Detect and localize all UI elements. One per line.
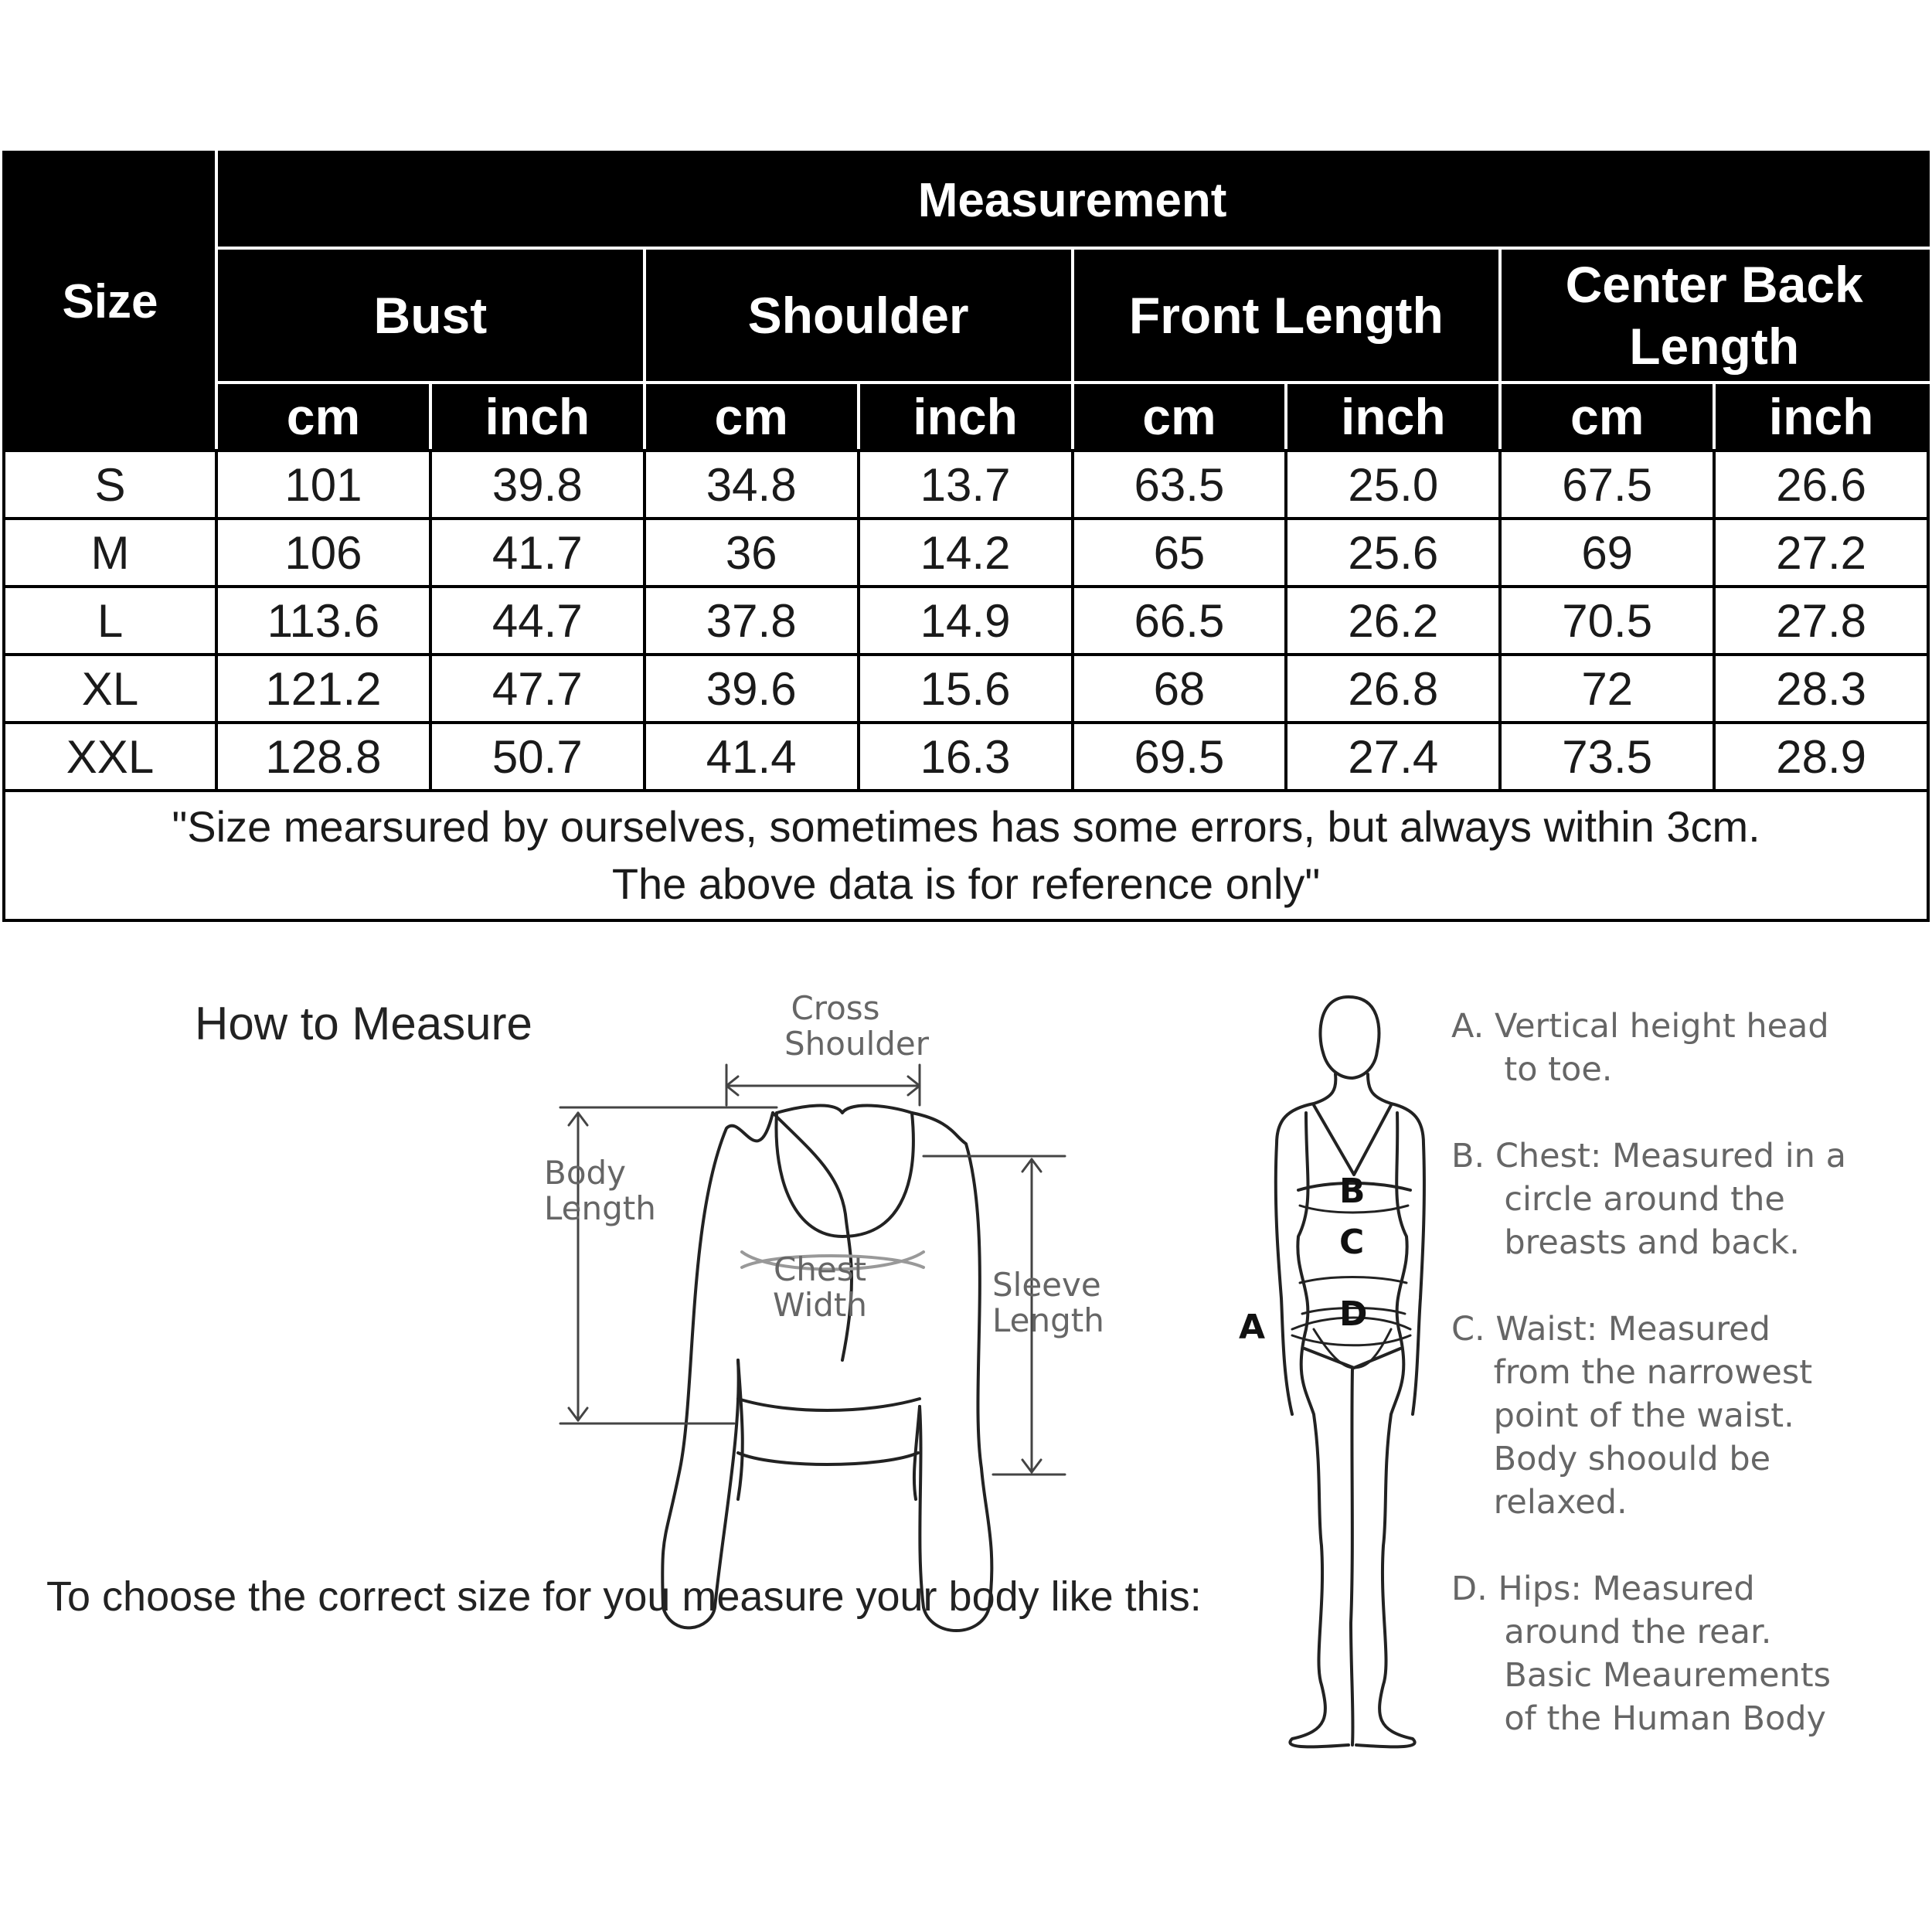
measurement-cell: 16.3 (859, 723, 1073, 791)
measurement-cell: 47.7 (430, 655, 645, 723)
measurement-cell: 26.2 (1286, 587, 1500, 655)
chest-width-line2: Width (773, 1286, 868, 1324)
legend-d: D. Hips: Measured around the rear. Basic Meaurements of the Human Body (1451, 1570, 1832, 1738)
note-line-2: The above data is for reference only" (611, 859, 1321, 908)
measurement-cell: 25.6 (1286, 519, 1500, 587)
body-length-line2: Length (544, 1189, 656, 1227)
measurement-cell: 25.0 (1286, 451, 1500, 519)
measurement-cell: 101 (216, 451, 430, 519)
unit-header: inch (1714, 383, 1928, 451)
measurement-cell: 44.7 (430, 587, 645, 655)
legend-b: B. Chest: Measured in a circle around the breasts and back. (1451, 1137, 1846, 1262)
measurement-cell: 27.2 (1714, 519, 1928, 587)
measurement-cell: 39.6 (645, 655, 859, 723)
measurement-cell: 113.6 (216, 587, 430, 655)
sleeve-length-line2: Length (992, 1301, 1104, 1339)
unit-header: cm (1073, 383, 1287, 451)
measurement-cell: 41.7 (430, 519, 645, 587)
unit-header: inch (1286, 383, 1500, 451)
size-column-header: Size (4, 152, 216, 451)
sleeve-length-line1: Sleeve (992, 1266, 1101, 1304)
measurement-cell: 73.5 (1500, 723, 1714, 791)
chest-width-label (773, 1252, 867, 1323)
body-letter-b: B (1339, 1172, 1366, 1211)
choose-size-instruction: To choose the correct size for you measure your body like this: (46, 1573, 1202, 1620)
measurement-cell: 28.9 (1714, 723, 1928, 791)
center-back-length-line1: Center Back (1565, 256, 1863, 313)
measurement-cell: 121.2 (216, 655, 430, 723)
measurement-cell: 128.8 (216, 723, 430, 791)
body-length-line1: Body (544, 1154, 627, 1192)
unit-header: cm (645, 383, 859, 451)
legend-a: A. Vertical height head to toe. (1451, 1007, 1829, 1089)
note-line-1: "Size mearsured by ourselves, sometimes has some errors, but always within 3cm. (172, 802, 1760, 851)
measurement-cell: 72 (1500, 655, 1714, 723)
unit-header: cm (1500, 383, 1714, 451)
how-to-measure-title: How to Measure (195, 998, 532, 1049)
size-cell: S (4, 451, 216, 519)
measurement-cell: 37.8 (645, 587, 859, 655)
measurement-cell: 65 (1073, 519, 1287, 587)
size-cell: XXL (4, 723, 216, 791)
measurement-cell: 34.8 (645, 451, 859, 519)
measurement-cell: 66.5 (1073, 587, 1287, 655)
cross-shoulder-label (742, 991, 929, 1062)
measurement-cell: 26.8 (1286, 655, 1500, 723)
measurement-cell: 15.6 (859, 655, 1073, 723)
body-length-label (544, 1155, 656, 1226)
unit-header: inch (430, 383, 645, 451)
chest-width-line1: Chest (773, 1250, 867, 1288)
body-figure-drawing (1276, 997, 1424, 1747)
cross-shoulder-line2: Shoulder (784, 1025, 930, 1063)
measurement-cell: 27.8 (1714, 587, 1928, 655)
front-length-header: Front Length (1073, 248, 1501, 383)
measurement-cell: 68 (1073, 655, 1287, 723)
measurement-cell: 41.4 (645, 723, 859, 791)
measurement-cell: 63.5 (1073, 451, 1287, 519)
measurement-cell: 106 (216, 519, 430, 587)
measurement-cell: 27.4 (1286, 723, 1500, 791)
size-cell: L (4, 587, 216, 655)
measurement-header: Measurement (216, 152, 1928, 248)
shirt-drawing (662, 1106, 992, 1631)
measurement-cell: 13.7 (859, 451, 1073, 519)
cross-shoulder-line1: Cross (791, 989, 880, 1027)
measurement-cell: 28.3 (1714, 655, 1928, 723)
center-back-length-line2: Length (1629, 318, 1800, 375)
measurement-cell: 14.2 (859, 519, 1073, 587)
measurement-cell: 50.7 (430, 723, 645, 791)
sleeve-length-label (992, 1267, 1104, 1338)
size-cell: XL (4, 655, 216, 723)
size-cell: M (4, 519, 216, 587)
bust-header: Bust (216, 248, 645, 383)
measurement-cell: 39.8 (430, 451, 645, 519)
body-letter-c: C (1339, 1223, 1365, 1262)
legend-c: C. Waist: Measured from the narrowest point of the waist. Body shoould be relaxed. (1451, 1310, 1813, 1522)
measurement-cell: 70.5 (1500, 587, 1714, 655)
unit-header: inch (859, 383, 1073, 451)
measurement-cell: 26.6 (1714, 451, 1928, 519)
body-letter-d: D (1339, 1294, 1368, 1334)
body-letter-a: A (1239, 1308, 1266, 1347)
measurement-cell: 69.5 (1073, 723, 1287, 791)
measurement-cell: 14.9 (859, 587, 1073, 655)
shoulder-header: Shoulder (645, 248, 1073, 383)
measurement-cell: 69 (1500, 519, 1714, 587)
measurement-cell: 36 (645, 519, 859, 587)
measurement-cell: 67.5 (1500, 451, 1714, 519)
unit-header: cm (216, 383, 430, 451)
